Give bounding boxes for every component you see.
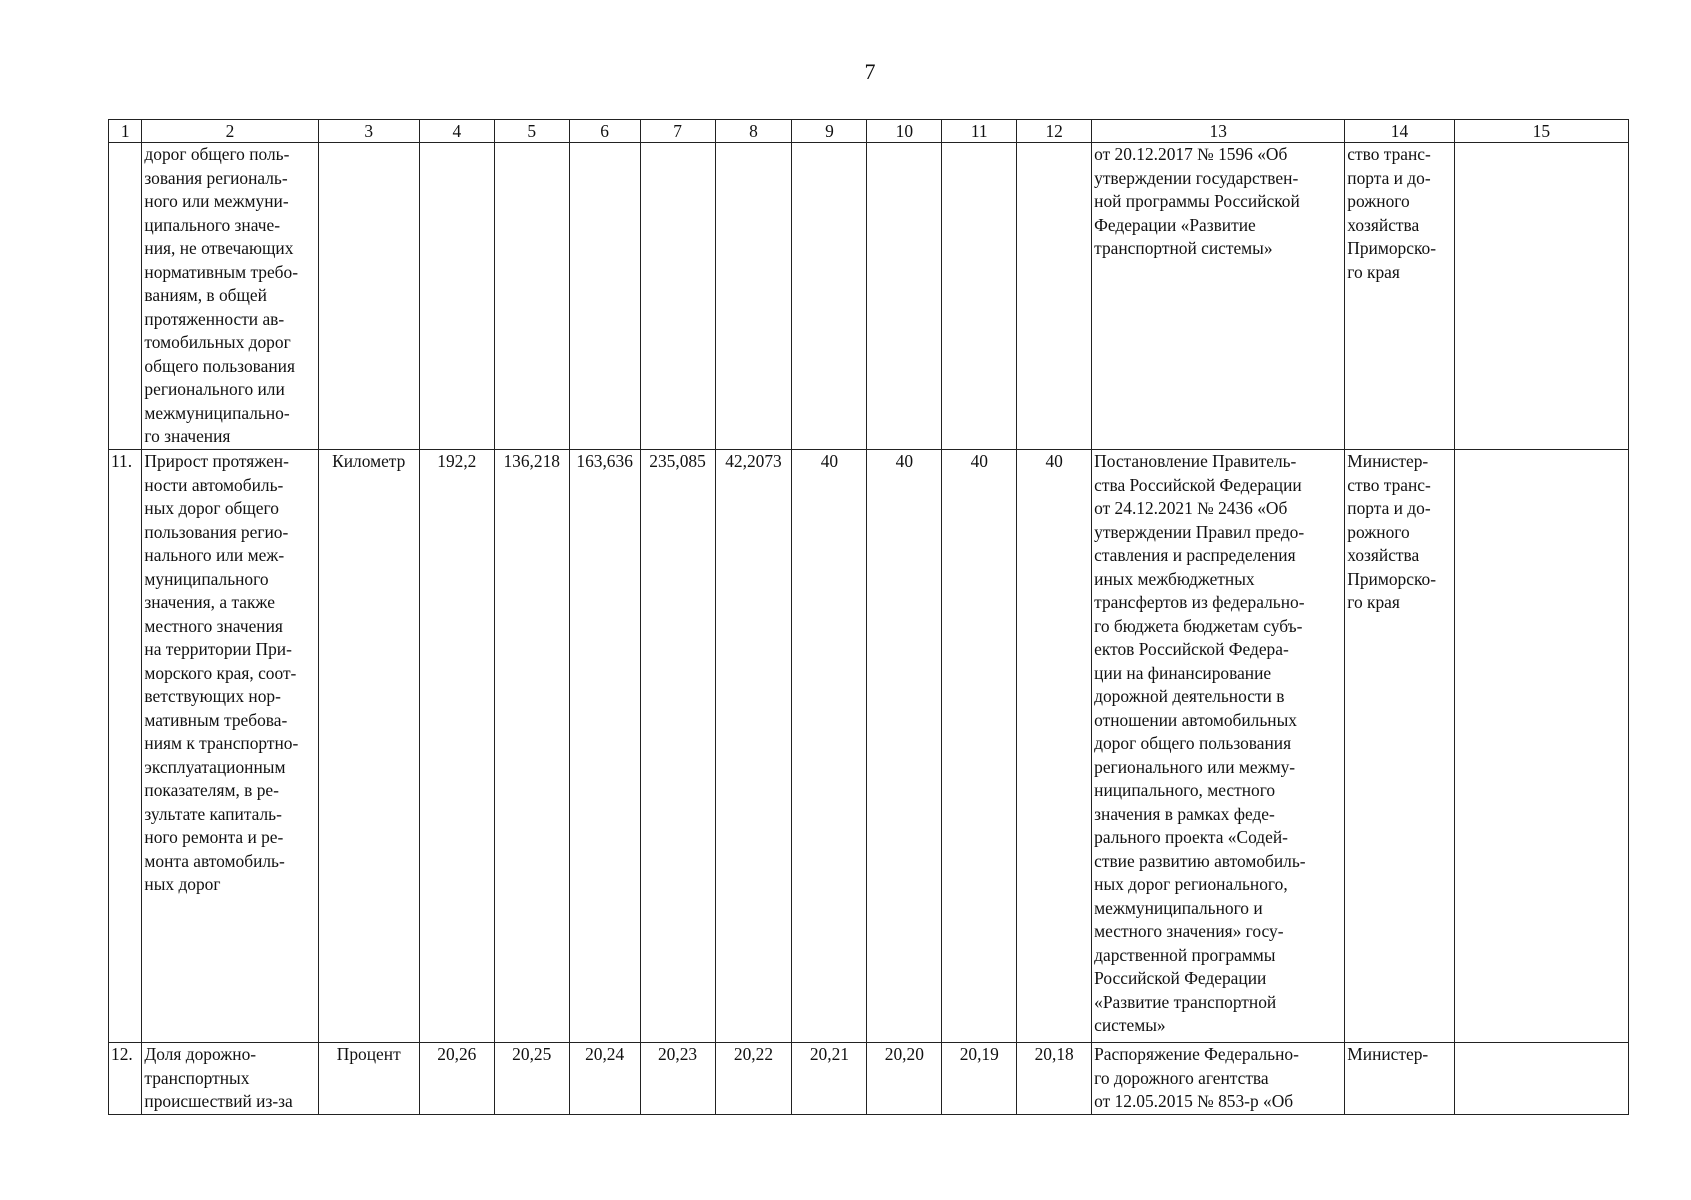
value-cell: 40 [942,450,1017,1043]
column-header: 6 [569,120,640,143]
column-header: 15 [1454,120,1628,143]
column-header: 14 [1345,120,1454,143]
column-header: 1 [109,120,142,143]
column-header: 9 [792,120,867,143]
value-cell: 20,20 [867,1043,942,1115]
value-cell: 40 [1017,450,1092,1043]
column-header: 2 [142,120,318,143]
value-cell: 20,23 [640,1043,715,1115]
value-cell: 163,636 [569,450,640,1043]
responsible-cell: Министер- ство транс- порта и до- рожного хозяйства Приморско- го края [1345,450,1454,1043]
column-header: 8 [715,120,792,143]
value-cell [419,143,494,450]
value-cell [942,143,1017,450]
table-row [109,143,1629,450]
indicator-name: Доля дорожно- транспортных происшествий из-за [142,1043,318,1115]
value-cell [1017,143,1092,450]
value-cell [640,143,715,450]
unit-cell [318,143,419,450]
value-cell: 20,18 [1017,1043,1092,1115]
column-header: 5 [494,120,569,143]
indicator-name: Прирост протяжен- ности автомобиль- ных дорог общего пользования регио- нального или меж- муниципального значения, а также местного значения на территории При- морского края, соот- ветствующих нор- мативным требова- ниям к транспортно- эксплуатационным показателям, в ре- зультате капиталь- ного ремонта и ре- монта автомобиль- ных дорог [142,450,318,1043]
value-cell [867,143,942,450]
row-number: 12. [109,1043,142,1115]
indicator-name: дорог общего поль- зования региональ- ного или межмуни- ципального значе- ния, не отвечающих нормативным требо- ваниям, в общей протяженности ав- томобильных дорог общего пользования регионального или межмуниципально- го значения [142,143,318,450]
legal-basis-cell: Распоряжение Федерально- го дорожного агентства от 12.05.2015 № 853-р «Об [1092,1043,1345,1115]
table-header-row [109,120,1629,143]
value-cell: 20,26 [419,1043,494,1115]
value-cell: 136,218 [494,450,569,1043]
value-cell: 20,19 [942,1043,1017,1115]
note-cell [1454,450,1628,1043]
unit-cell: Процент [318,1043,419,1115]
table-row [109,450,1629,1043]
value-cell: 42,2073 [715,450,792,1043]
value-cell: 40 [792,450,867,1043]
note-cell [1454,143,1628,450]
value-cell: 20,21 [792,1043,867,1115]
value-cell: 20,24 [569,1043,640,1115]
value-cell [715,143,792,450]
column-header: 10 [867,120,942,143]
responsible-cell: Министер- [1345,1043,1454,1115]
column-header: 3 [318,120,419,143]
row-number: 11. [109,450,142,1043]
page-number: 7 [864,59,876,84]
legal-basis-cell: Постановление Правитель- ства Российской Федерации от 24.12.2021 № 2436 «Об утверждении Правил предо- ставления и распределения иных межбюджетных трансфертов из федерально- го бюджета бюджетам субъ- ектов Российской Федера- ции на финансирование дорожной деятельности в отношении автомобильных дорог общего пользования регионального или межму- ниципального, местного значения в рамках феде- рального проекта «Содей- ствие развитию автомобиль- ных дорог регионального, межмуниципального и местного значения» госу- дарственной программы Российской Федерации «Развитие транспортной системы» [1092,450,1345,1043]
column-header: 12 [1017,120,1092,143]
legal-basis-cell: от 20.12.2017 № 1596 «Об утверждении государствен- ной программы Российской Федерации «Развитие транспортной системы» [1092,143,1345,450]
column-header: 13 [1092,120,1345,143]
unit-cell: Километр [318,450,419,1043]
value-cell: 20,22 [715,1043,792,1115]
value-cell: 235,085 [640,450,715,1043]
table-row [109,1043,1629,1115]
indicators-table [108,119,1629,1115]
column-header: 7 [640,120,715,143]
column-header: 11 [942,120,1017,143]
value-cell: 20,25 [494,1043,569,1115]
value-cell: 40 [867,450,942,1043]
value-cell: 192,2 [419,450,494,1043]
value-cell [494,143,569,450]
responsible-cell: ство транс- порта и до- рожного хозяйства Приморско- го края [1345,143,1454,450]
value-cell [792,143,867,450]
column-header: 4 [419,120,494,143]
note-cell [1454,1043,1628,1115]
row-number [109,143,142,450]
value-cell [569,143,640,450]
